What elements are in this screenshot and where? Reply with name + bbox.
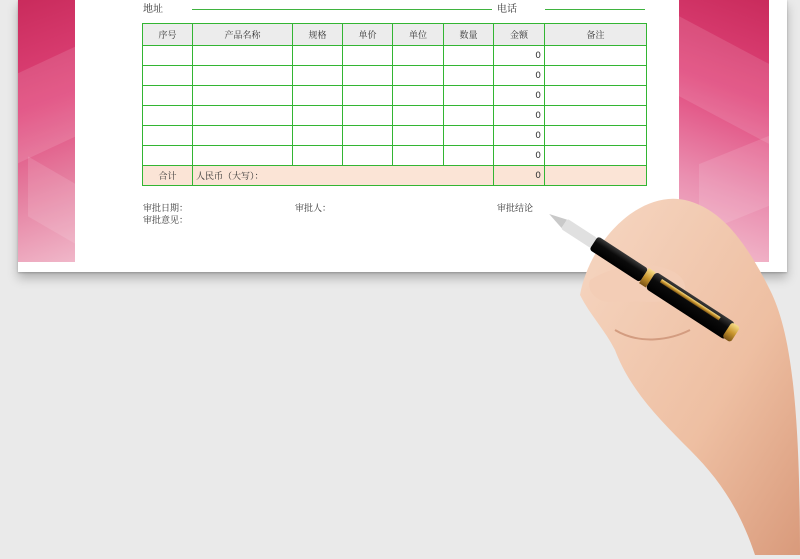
approval-opinion-label: 审批意见： <box>143 216 189 226</box>
table-cell[interactable] <box>444 146 494 166</box>
amount-cell[interactable]: 0 <box>494 66 545 86</box>
phone-label: 电话 <box>497 4 517 15</box>
table-cell[interactable] <box>293 106 343 126</box>
fountain-pen-icon <box>520 180 800 555</box>
table-cell[interactable] <box>193 86 293 106</box>
table-cell[interactable] <box>193 106 293 126</box>
column-header: 序号 <box>143 24 193 46</box>
column-header: 产品名称 <box>193 24 293 46</box>
decorative-side-left <box>18 0 75 262</box>
table-cell[interactable] <box>193 46 293 66</box>
table-cell[interactable] <box>444 86 494 106</box>
table-row <box>143 146 647 166</box>
table-cell[interactable] <box>143 46 193 66</box>
table-cell[interactable] <box>143 126 193 146</box>
table-cell[interactable] <box>444 46 494 66</box>
table-cell[interactable] <box>444 106 494 126</box>
column-header: 数量 <box>444 24 494 46</box>
column-header: 单位 <box>393 24 444 46</box>
hand-with-pen <box>520 180 800 555</box>
table-cell[interactable] <box>545 146 647 166</box>
column-header: 规格 <box>293 24 343 46</box>
table-cell[interactable] <box>293 66 343 86</box>
table-row <box>143 66 647 86</box>
approval-conclusion-label: 审批结论 <box>497 204 534 214</box>
table-cell[interactable] <box>193 66 293 86</box>
table-cell[interactable] <box>444 126 494 146</box>
table-cell[interactable] <box>343 126 393 146</box>
approver-label: 审批人： <box>295 204 332 214</box>
table-cell[interactable] <box>393 146 444 166</box>
address-label: 地址 <box>143 4 163 15</box>
table-cell[interactable] <box>343 66 393 86</box>
total-cny-label[interactable]: 人民币（大写）： <box>193 166 494 186</box>
table-cell[interactable] <box>393 66 444 86</box>
table-cell[interactable] <box>343 106 393 126</box>
table-row <box>143 126 647 146</box>
table-cell[interactable] <box>545 106 647 126</box>
total-label: 合计 <box>143 166 193 186</box>
table-cell[interactable] <box>545 46 647 66</box>
table-cell[interactable] <box>343 46 393 66</box>
table-cell[interactable] <box>343 86 393 106</box>
amount-cell[interactable]: 0 <box>494 86 545 106</box>
table-cell[interactable] <box>545 66 647 86</box>
table-cell[interactable] <box>393 106 444 126</box>
table-cell[interactable] <box>444 66 494 86</box>
table-cell[interactable] <box>293 46 343 66</box>
total-amount[interactable]: 0 <box>494 166 545 186</box>
table-cell[interactable] <box>545 86 647 106</box>
table-row <box>143 86 647 106</box>
amount-cell[interactable]: 0 <box>494 146 545 166</box>
table-row <box>143 46 647 66</box>
table-header-row <box>143 24 647 46</box>
table-cell[interactable] <box>545 126 647 146</box>
address-field[interactable] <box>192 9 492 10</box>
amount-cell[interactable]: 0 <box>494 126 545 146</box>
table-cell[interactable] <box>143 106 193 126</box>
table-cell[interactable] <box>293 146 343 166</box>
amount-cell[interactable]: 0 <box>494 106 545 126</box>
table-cell[interactable] <box>393 86 444 106</box>
column-header: 金额 <box>494 24 545 46</box>
table-cell[interactable] <box>193 146 293 166</box>
table-cell[interactable] <box>343 146 393 166</box>
amount-cell[interactable]: 0 <box>494 46 545 66</box>
column-header: 备注 <box>545 24 647 46</box>
approval-date-label: 审批日期： <box>143 204 189 214</box>
table-cell[interactable] <box>293 86 343 106</box>
column-header: 单价 <box>343 24 393 46</box>
order-table <box>142 23 647 186</box>
phone-field[interactable] <box>545 9 645 10</box>
table-cell[interactable] <box>293 126 343 146</box>
table-cell[interactable] <box>143 86 193 106</box>
table-cell[interactable] <box>193 126 293 146</box>
table-row <box>143 106 647 126</box>
table-cell[interactable] <box>393 126 444 146</box>
table-cell[interactable] <box>143 66 193 86</box>
table-cell[interactable] <box>393 46 444 66</box>
table-cell[interactable] <box>143 146 193 166</box>
